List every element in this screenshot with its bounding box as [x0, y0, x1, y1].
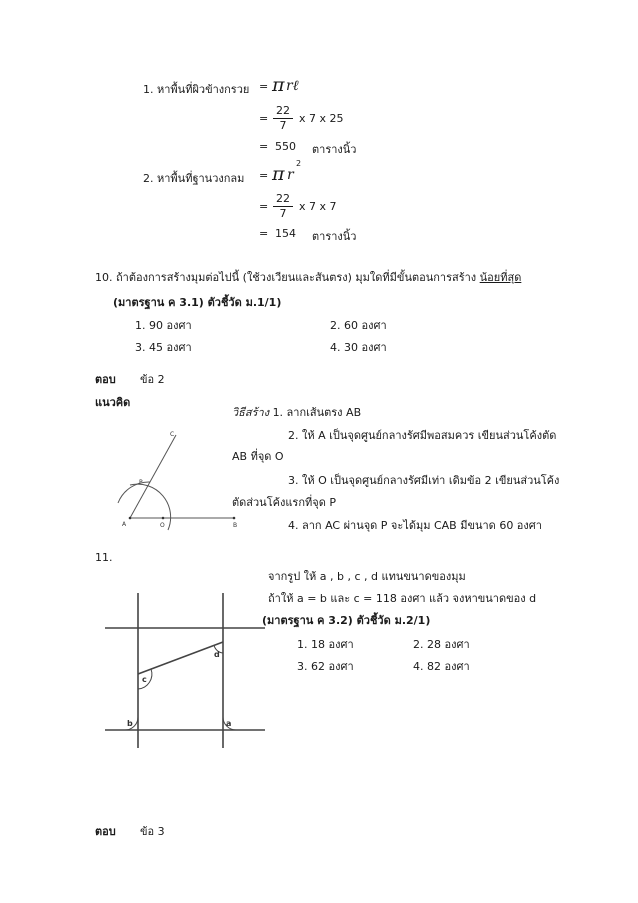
formula-rl: rℓ [286, 78, 299, 94]
question-11-line1: จากรูป ให้ a , b , c , d แทนขนาดของมุม [268, 570, 466, 583]
standard-ref: (มาตรฐาน ค 3.2) ตัวชี้วัด ม.2/1) [262, 614, 431, 627]
unit-1: ตารางนิ้ว [312, 143, 357, 156]
construction-step-2: 2. ให้ A เป็นจุดศูนย์กลางรัศมีพอสมควร เขียนส่วนโค้งตัด [288, 429, 557, 442]
construction-step-1 [232, 403, 361, 421]
approach-label: แนวคิด [95, 396, 131, 409]
construction-step-2-cont: AB ที่จุด O [232, 450, 284, 463]
point-A [129, 517, 132, 520]
label-B: B [233, 522, 238, 529]
line-AC [130, 435, 176, 518]
step1-label: 1. หาพื้นที่ผิวข้างกรวย [143, 83, 250, 96]
construction-step-3: 3. ให้ O เป็นจุดศูนย์กลางรัศมีเท่า เดิมข้อ 2 เขียนส่วนโค้ง [288, 474, 560, 487]
fraction-denominator: 7 [279, 119, 287, 132]
multiplication-1: x 7 x 25 [299, 112, 344, 125]
fraction-22-7 [273, 104, 293, 133]
choice-1: 1. 90 องศา [135, 319, 192, 332]
answer-value: ข้อ 2 [140, 373, 165, 386]
exponent-2: 2 [296, 159, 302, 168]
label-P: P [139, 479, 143, 486]
fraction-numerator: 22 [273, 104, 293, 119]
unit-2: ตารางนิ้ว [312, 230, 357, 243]
construction-step-3-cont: ตัดส่วนโค้งแรกที่จุด P [232, 496, 336, 509]
question-emphasis: น้อยที่สุด [479, 271, 522, 284]
step2-label: 2. หาพื้นที่ฐานวงกลม [143, 172, 245, 185]
label-A: A [122, 521, 127, 528]
question-text: 10. ถ้าต้องการสร้างมุมต่อไปนี้ (ใช้วงเวียนและสันตรง) มุมใดที่มีขั้นตอนการสร้าง [95, 271, 477, 284]
result-1: 550 [275, 140, 296, 153]
answer-value: ข้อ 3 [140, 825, 165, 838]
step-text: 1. ลากเส้นตรง AB [272, 406, 362, 419]
point-O [162, 517, 165, 520]
label-C: C [170, 431, 175, 438]
pi-symbol: π [272, 163, 285, 185]
choice-1: 1. 18 องศา [297, 638, 354, 651]
method-label: วิธีสร้าง [232, 406, 270, 419]
question-10-text [95, 268, 521, 286]
fraction-denominator: 7 [279, 207, 287, 220]
construction-step-4: 4. ลาก AC ผ่านจุด P จะได้มุม CAB มีขนาด 60 องศา [288, 519, 542, 532]
choice-3: 3. 45 องศา [135, 341, 192, 354]
question-11-line2: ถ้าให้ a = b และ c = 118 องศา แล้ว จงหาขนาดของ d [268, 592, 537, 605]
angle-label-d: d [214, 650, 220, 659]
answer-label: ตอบ [95, 373, 116, 386]
result-2: 154 [275, 227, 296, 240]
question-number: 11. [95, 551, 113, 564]
choice-4: 4. 30 องศา [330, 341, 387, 354]
fraction-22-7 [273, 192, 293, 221]
equals-sign: = [259, 112, 269, 125]
standard-ref: (มาตรฐาน ค 3.1) ตัวชี้วัด ม.1/1) [113, 296, 282, 309]
point-B [233, 517, 236, 520]
equals-sign: = [259, 227, 269, 240]
choice-4: 4. 82 องศา [413, 660, 470, 673]
equals-sign: = [259, 140, 269, 153]
fraction-numerator: 22 [273, 192, 293, 207]
multiplication-2: x 7 x 7 [299, 200, 337, 213]
pi-symbol: π [272, 74, 285, 96]
choice-2: 2. 28 องศา [413, 638, 470, 651]
angle-label-c: c [142, 675, 147, 684]
angle-label-a: a [226, 719, 232, 728]
choice-2: 2. 60 องศา [330, 319, 387, 332]
choice-3: 3. 62 องศา [297, 660, 354, 673]
angle-label-b: b [127, 719, 133, 728]
parallel-lines-figure [105, 593, 265, 748]
angle-construction-figure [110, 425, 250, 535]
equals-sign: = [259, 169, 269, 182]
answer-label: ตอบ [95, 825, 116, 838]
equals-sign: = [259, 80, 269, 93]
label-O: O [160, 522, 165, 529]
formula-r: r [287, 167, 294, 183]
equals-sign: = [259, 200, 269, 213]
